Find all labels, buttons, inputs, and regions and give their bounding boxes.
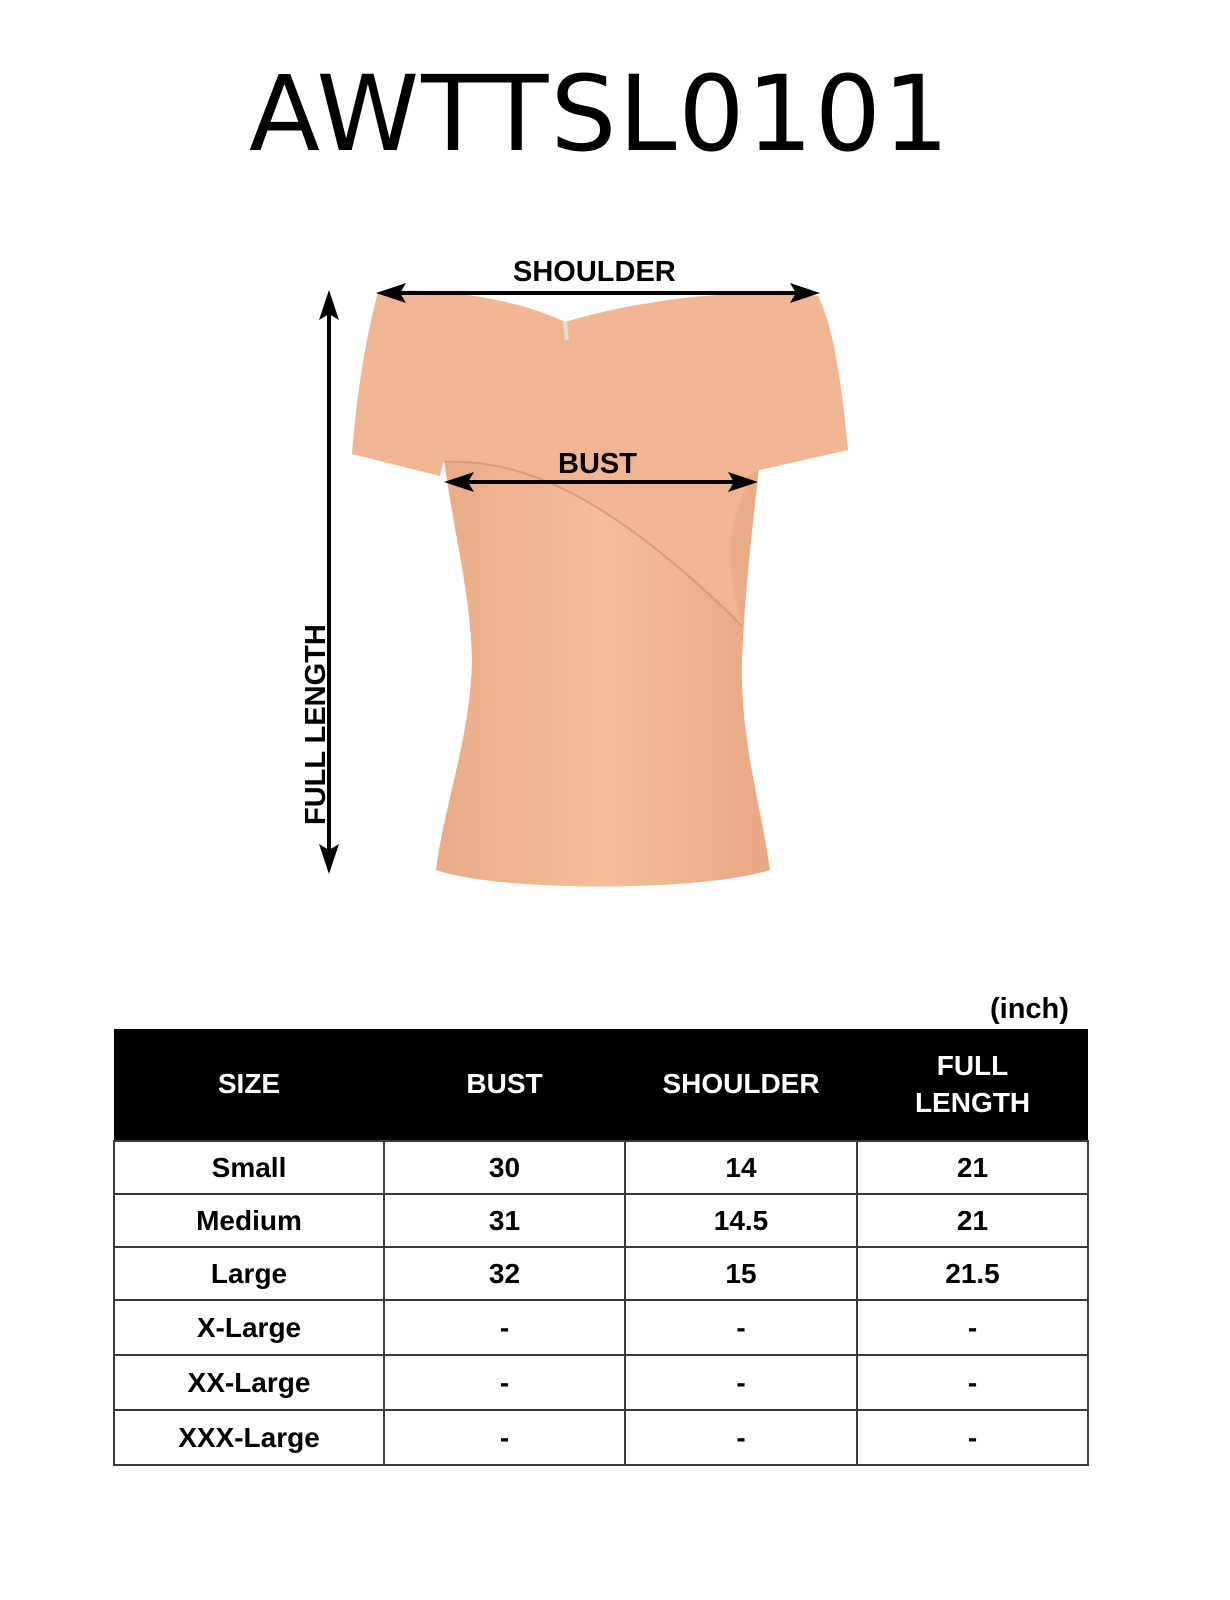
full-length-cell: 21.5 [857,1247,1088,1300]
full-length-cell: 21 [857,1194,1088,1247]
bust-cell: - [384,1355,625,1410]
shoulder-cell: - [625,1410,857,1465]
table-row [114,1194,1088,1247]
size-cell: XXX-Large [114,1410,384,1465]
table-row [114,1300,1088,1355]
shoulder-cell: - [625,1300,857,1355]
shoulder-cell: 14 [625,1141,857,1194]
shoulder-cell: 14.5 [625,1194,857,1247]
size-cell: Small [114,1141,384,1194]
unit-label: (inch) [990,993,1069,1025]
table-row [114,1247,1088,1300]
bust-cell: 30 [384,1141,625,1194]
bust-cell: 32 [384,1247,625,1300]
bust-cell: - [384,1300,625,1355]
full-length-cell: 21 [857,1141,1088,1194]
bust-label: BUST [558,448,637,480]
shoulder-cell: - [625,1355,857,1410]
product-code-title: AWTTSL0101 [248,53,952,175]
bust-cell: 31 [384,1194,625,1247]
table-row [114,1410,1088,1465]
full-length-cell: - [857,1300,1088,1355]
header-size: SIZE [114,1029,384,1141]
header-bust: BUST [384,1029,625,1141]
shoulder-cell: 15 [625,1247,857,1300]
garment-illustration [0,240,1230,920]
size-cell: Large [114,1247,384,1300]
table-row [114,1141,1088,1194]
size-cell: XX-Large [114,1355,384,1410]
header-shoulder: SHOULDER [625,1029,857,1141]
size-cell: Medium [114,1194,384,1247]
full-length-cell: - [857,1355,1088,1410]
measurement-diagram [0,240,1230,920]
header-full-length [857,1029,1088,1141]
size-chart-table [113,1029,1089,1466]
bust-cell: - [384,1410,625,1465]
shoulder-label: SHOULDER [513,256,676,288]
full-length-cell: - [857,1410,1088,1465]
size-chart-header-row [114,1029,1088,1141]
neck-label-tab [565,322,567,340]
full-length-label: FULL LENGTH [300,624,332,825]
header-full-length-text: FULL LENGTH [914,1050,1031,1118]
size-cell: X-Large [114,1300,384,1355]
table-row [114,1355,1088,1410]
